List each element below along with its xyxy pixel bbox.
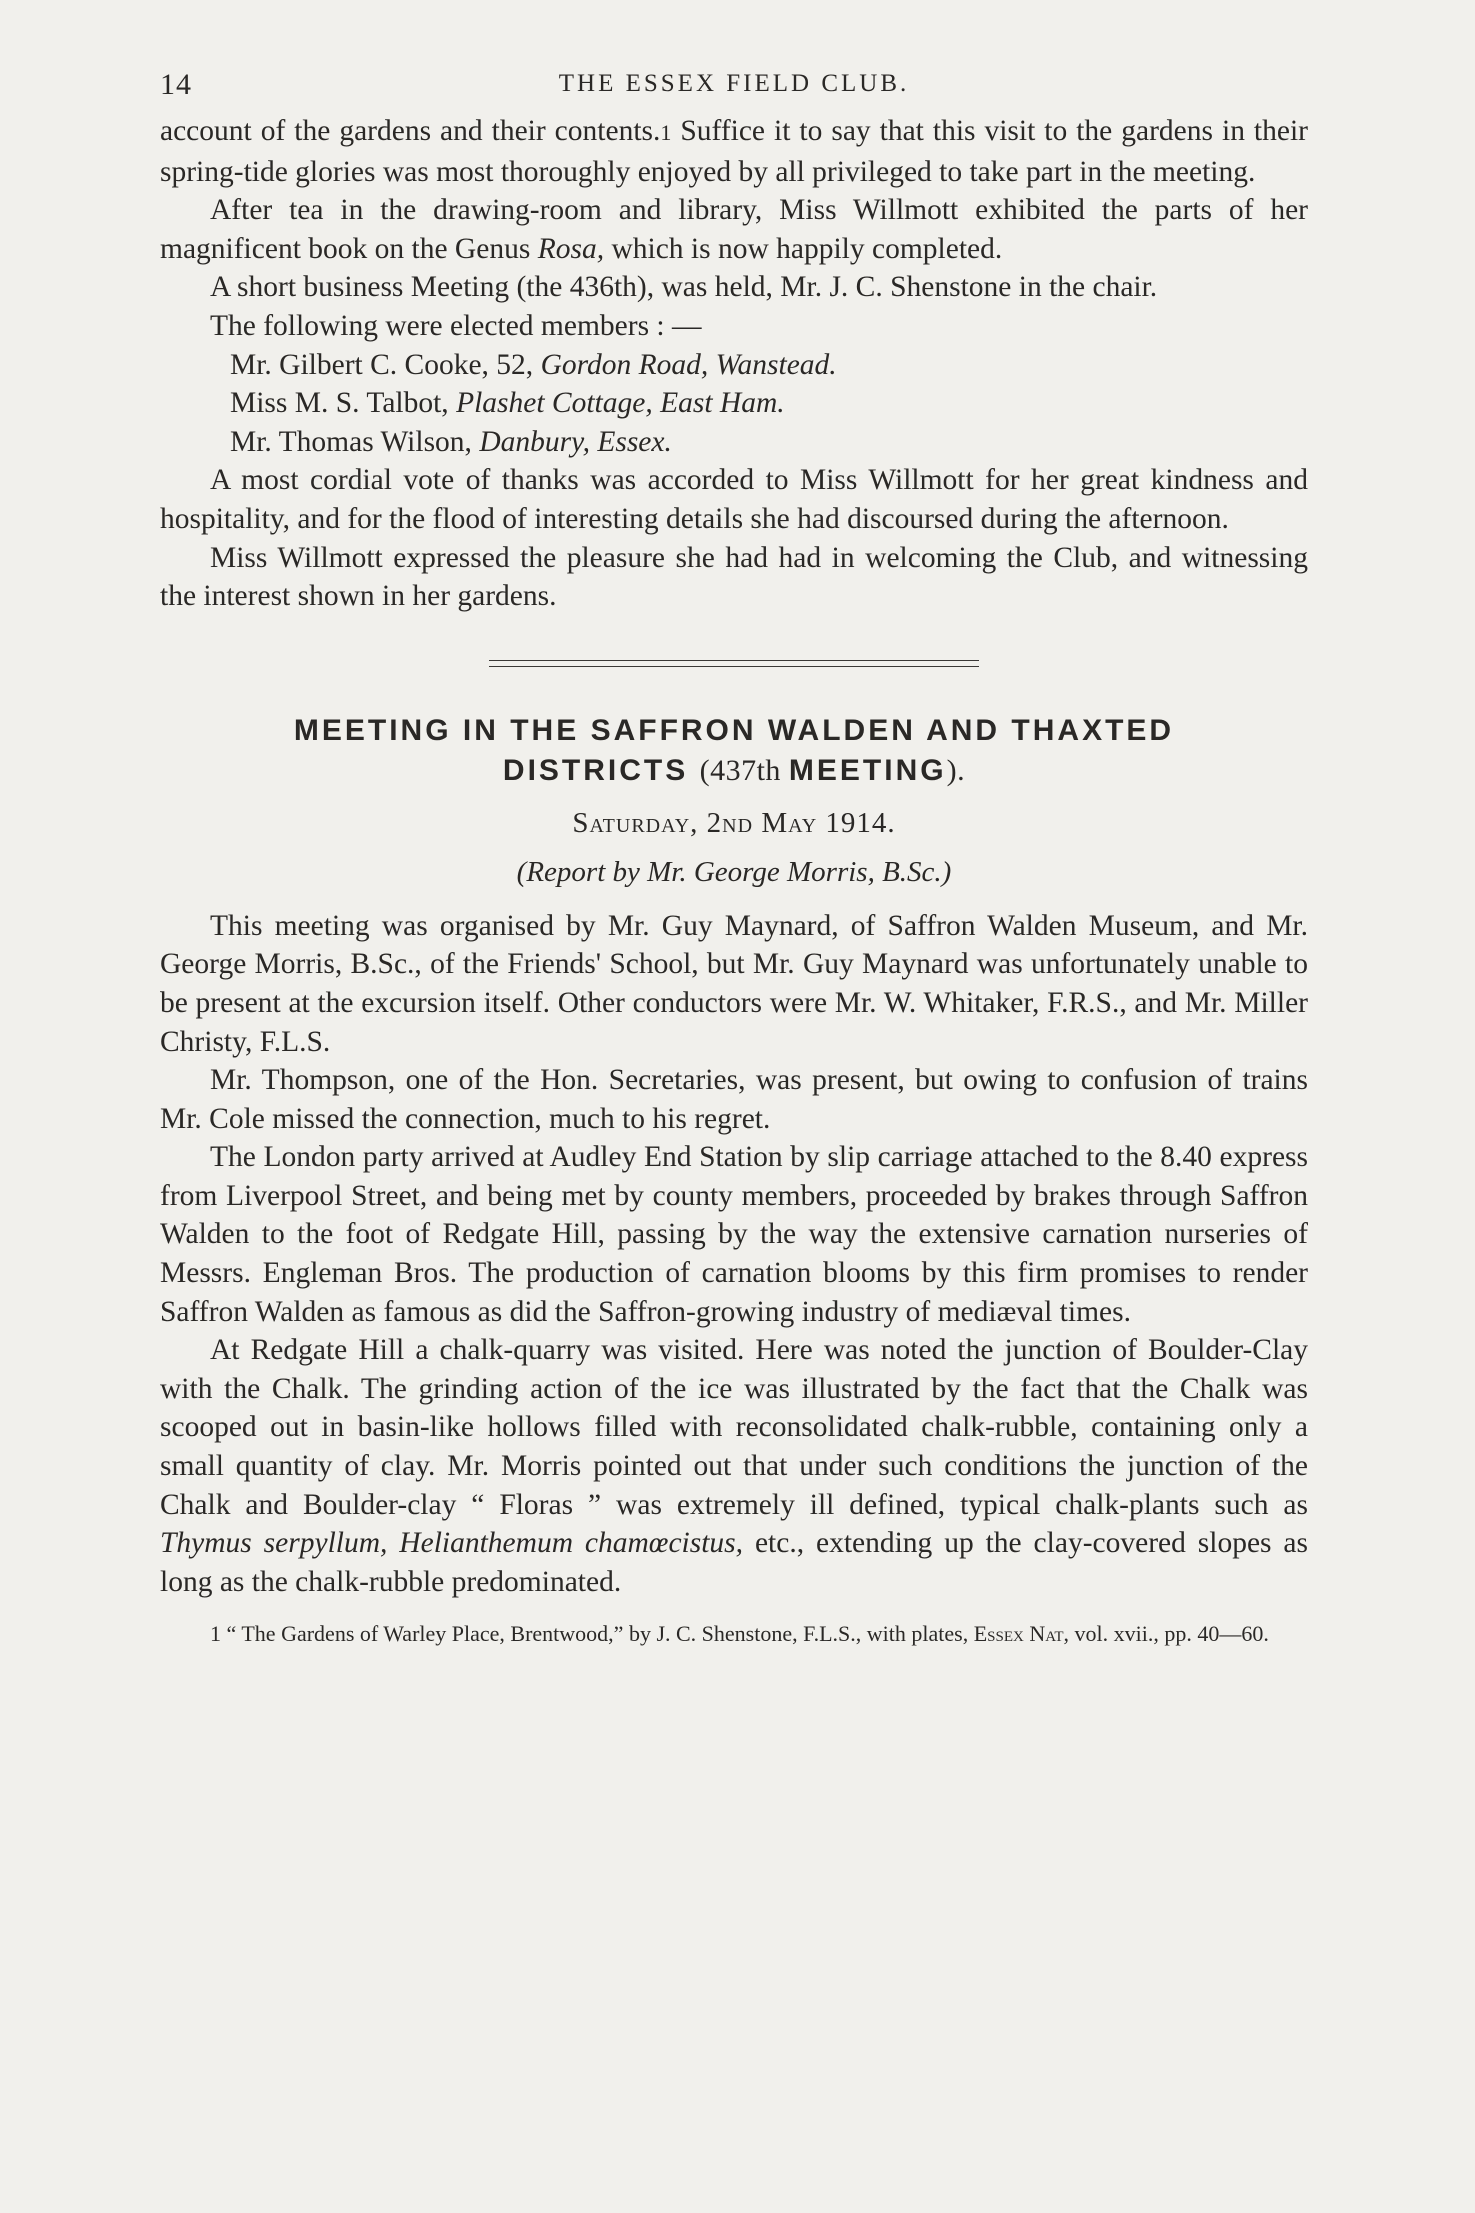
- footnote-text: , vol. xvii., pp. 40—60.: [1063, 1621, 1269, 1647]
- paragraph-text: After tea in the drawing-room and library, Miss Willmott exhibited the parts of her magnificent book on the Genus: [160, 194, 1308, 265]
- section-continued-report: [160, 112, 1308, 616]
- footnote-journal: Essex Nat: [973, 1621, 1064, 1647]
- section-meeting-report: [160, 907, 1308, 1602]
- paragraph: Miss Willmott expressed the pleasure she had had in welcoming the Club, and witnessing the interest shown in her gardens.: [160, 541, 1308, 613]
- member-address: Plashet Cottage, East Ham.: [456, 387, 785, 420]
- heading-line: MEETING IN THE SAFFRON WALDEN AND THAXTED: [293, 713, 1175, 747]
- footnote-text: “ The Gardens of Warley Place, Brentwood,” by J. C. Shenstone, F.L.S., with plates,: [221, 1621, 974, 1647]
- page-number: 14: [160, 68, 192, 101]
- section-heading: [160, 711, 1308, 791]
- heading-text: ).: [946, 753, 966, 787]
- list-item: [160, 346, 1308, 385]
- running-head: [160, 62, 1308, 112]
- member-name: Mr. Gilbert C. Cooke, 52,: [230, 348, 541, 381]
- byline-text: (Report by Mr. George Morris, B.Sc.): [516, 855, 952, 888]
- italic-plant-names: Thymus serpyllum, Helianthemum chamœcistus,: [160, 1527, 744, 1560]
- running-title: THE ESSEX FIELD CLUB.: [558, 70, 910, 97]
- paragraph: The London party arrived at Audley End Station by slip carriage attached to the 8.40 express from Liverpool Street, and being met by county members, proceeded by brakes through Saffron Walden to the foot of Redgate Hill, passing by the way the extensive carnation nurseries of Messrs. Engleman Bros. The production of carnation blooms by this firm promises to render Saffron Walden as famous as did the Saffron-growing industry of mediæval times.: [160, 1141, 1308, 1328]
- book-page: [160, 62, 1308, 1647]
- paragraph: Mr. Thompson, one of the Hon. Secretaries, was present, but owing to confusion of trains Mr. Cole missed the connection, much to his regret.: [160, 1064, 1308, 1135]
- meeting-date: Saturday, 2nd May 1914.: [572, 806, 896, 839]
- list-item: [160, 423, 1308, 462]
- paragraph: [160, 191, 1308, 268]
- paragraph-text: account of the gardens and their contents.: [160, 115, 661, 147]
- report-byline: [160, 856, 1308, 889]
- heading-text: MEETING: [788, 753, 947, 787]
- member-address: Gordon Road, Wanstead.: [540, 348, 837, 381]
- section-divider: [489, 660, 979, 667]
- member-name: Mr. Thomas Wilson,: [230, 425, 480, 458]
- heading-text: DISTRICTS: [502, 753, 700, 787]
- paragraph: A short business Meeting (the 436th), was held, Mr. J. C. Shenstone in the chair.: [210, 271, 1158, 304]
- list-item: [160, 384, 1308, 423]
- footnote-reference: 1: [660, 120, 672, 145]
- heading-line: [160, 751, 1308, 791]
- paragraph: A most cordial vote of thanks was accorded to Miss Willmott for her great kindness and hospitality, and for the flood of interesting details she had discoursed during the afternoon.: [160, 464, 1308, 535]
- elected-members-list: [160, 346, 1308, 462]
- paragraph-text: At Redgate Hill a chalk-quarry was visited. Here was noted the junction of Boulder-Clay with the Chalk. The grinding action of the ice was illustrated by the fact that the Chalk was scooped out in basin-like hollows filled with reconsolidated chalk-rubble, containing only a small quantity of clay. Mr. Morris pointed out that under such conditions the junction of the Chalk and Boulder-clay “ Floras ” was extremely ill defined, typical chalk-plants such as: [160, 1334, 1308, 1521]
- paragraph-text: which is now happily completed.: [604, 232, 1003, 265]
- footnote-mark: 1: [210, 1621, 221, 1647]
- paragraph-text: Suffice it to say that this visit to the gardens in their spring-tide glories was most thoroughly enjoyed by all privileged to take part in the meeting.: [160, 115, 1308, 188]
- footnote: [160, 1621, 1308, 1647]
- paragraph: [160, 1331, 1308, 1601]
- paragraph: [160, 112, 1308, 191]
- italic-genus-name: Rosa,: [537, 232, 605, 265]
- heading-meeting-number: (437th: [699, 753, 789, 787]
- paragraph: This meeting was organised by Mr. Guy Maynard, of Saffron Walden Museum, and Mr. George Morris, B.Sc., of the Friends' School, but Mr. Guy Maynard was unfortunately unable to be present at the excursion itself. Other conductors were Mr. W. Whitaker, F.R.S., and Mr. Miller Christy, F.L.S.: [160, 909, 1308, 1058]
- paragraph: The following were elected members : —: [210, 309, 702, 342]
- paragraph-text: etc., extending up the clay-covered slopes as long as the chalk-rubble predominated.: [160, 1527, 1308, 1598]
- member-name: Miss M. S. Talbot,: [230, 387, 457, 420]
- member-address: Danbury, Essex.: [479, 425, 672, 458]
